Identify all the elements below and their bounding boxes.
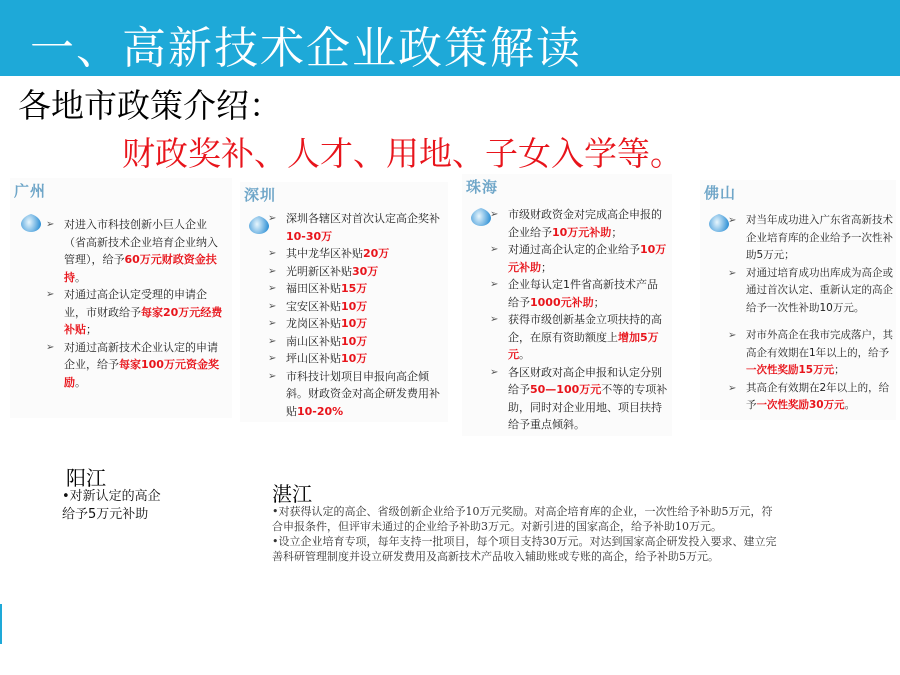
list-item: ➢ 各区财政对高企申报和认定分别给予50—100万元不等的专项补助，同时对企业用地、项目扶持给予重点倾斜。 <box>490 364 668 434</box>
city-name-foshan: 佛山 <box>704 184 737 202</box>
city-card-zhuhai <box>462 174 672 436</box>
page-title: 一、高新技术企业政策解读 <box>30 23 582 74</box>
edge-accent <box>0 604 2 644</box>
city-name-zhuhai: 珠海 <box>466 178 499 196</box>
droplet-icon <box>248 204 270 234</box>
list-item: ➢ 对市外高企在我市完成落户，其高企有效期在1年以上的，给予一次性奖励15万元； <box>728 327 894 380</box>
list-item: ➢ 坪山区补贴10万 <box>268 350 446 368</box>
city-card-foshan <box>700 180 896 420</box>
list-item: ➢ 龙岗区补贴10万 <box>268 315 446 333</box>
title-bar <box>0 0 900 76</box>
city-card-shenzhen <box>240 182 448 422</box>
list-item: ➢ 市科技计划项目申报向高企倾斜。财政资金对高企研发费用补贴10-20% <box>268 368 446 421</box>
city-card-guangzhou <box>10 178 232 418</box>
zhanjiang-paragraph-1: •对获得认定的高企、省级创新企业给予10万元奖励。对高企培育库的企业，一次性给予补助5万元，符合申报条件，但评审未通过的企业给予补助3万元。对新引进的国家高企，给予补助10万元。 <box>272 505 773 533</box>
bullet-list-guangzhou <box>46 216 228 391</box>
list-item: ➢ 光明新区补贴30万 <box>268 263 446 281</box>
list-item: ➢ 宝安区补贴10万 <box>268 298 446 316</box>
bullet-list-shenzhen <box>268 210 446 420</box>
list-item: ➢ 获得市级创新基金立项扶持的高企，在原有资助额度上增加5万元。 <box>490 311 668 364</box>
yangjiang-title: 阳江 <box>66 466 106 490</box>
section-subtitle: 各地市政策介绍： <box>18 86 282 125</box>
droplet-icon <box>470 196 492 226</box>
list-item: ➢ 对通过高企认定的企业给予10万元补助； <box>490 241 668 276</box>
list-item: ➢ 福田区补贴15万 <box>268 280 446 298</box>
yangjiang-body: •对新认定的高企给予5万元补助 <box>62 489 161 522</box>
city-name-guangzhou: 广州 <box>14 182 47 200</box>
list-item: ➢ 对当年成功进入广东省高新技术企业培育库的企业给予一次性补助5万元； <box>728 212 894 265</box>
list-item: ➢ 对进入市科技创新小巨人企业（省高新技术企业培育企业纳入管理），给予60万元财政资金扶持。 <box>46 216 228 286</box>
list-item: ➢ 企业每认定1件省高新技术产品给予1000元补助； <box>490 276 668 311</box>
bullet-list-zhuhai <box>490 206 668 434</box>
droplet-icon <box>708 202 730 232</box>
list-item: ➢ 对通过高新技术企业认定的申请企业，给予每家100万元资金奖励。 <box>46 339 228 392</box>
list-item: ➢ 其高企有效期在2年以上的，给予一次性奖励30万元。 <box>728 380 894 415</box>
list-item: ➢ 市级财政资金对完成高企申报的企业给予10万元补助； <box>490 206 668 241</box>
list-item: ➢ 其中龙华区补贴20万 <box>268 245 446 263</box>
list-item: ➢ 南山区补贴10万 <box>268 333 446 351</box>
highlight-text: 财政奖补、人才、用地、子女入学等。 <box>122 134 683 173</box>
list-item: ➢ 对通过培育成功出库成为高企或通过首次认定、重新认定的高企给予一次性补助10万元。 <box>728 265 894 318</box>
zhanjiang-paragraph-2: •设立企业培育专项，每年支持一批项目，每个项目支持30万元。对达到国家高企研发投入要求、建立完善科研管理制度并设立研发费用及高新技术产品收入辅助账或专账的高企，给予补助5万元。 <box>272 535 777 563</box>
list-item: ➢ 深圳各辖区对首次认定高企奖补10-30万 <box>268 210 446 245</box>
droplet-icon <box>20 202 42 232</box>
zhanjiang-body <box>272 504 782 564</box>
zhanjiang-title: 湛江 <box>272 482 312 506</box>
list-item: ➢ 对通过高企认定受理的申请企业，市财政给予每家20万元经费补贴； <box>46 286 228 339</box>
bullet-list-foshan <box>728 212 894 415</box>
city-name-shenzhen: 深圳 <box>244 186 277 204</box>
